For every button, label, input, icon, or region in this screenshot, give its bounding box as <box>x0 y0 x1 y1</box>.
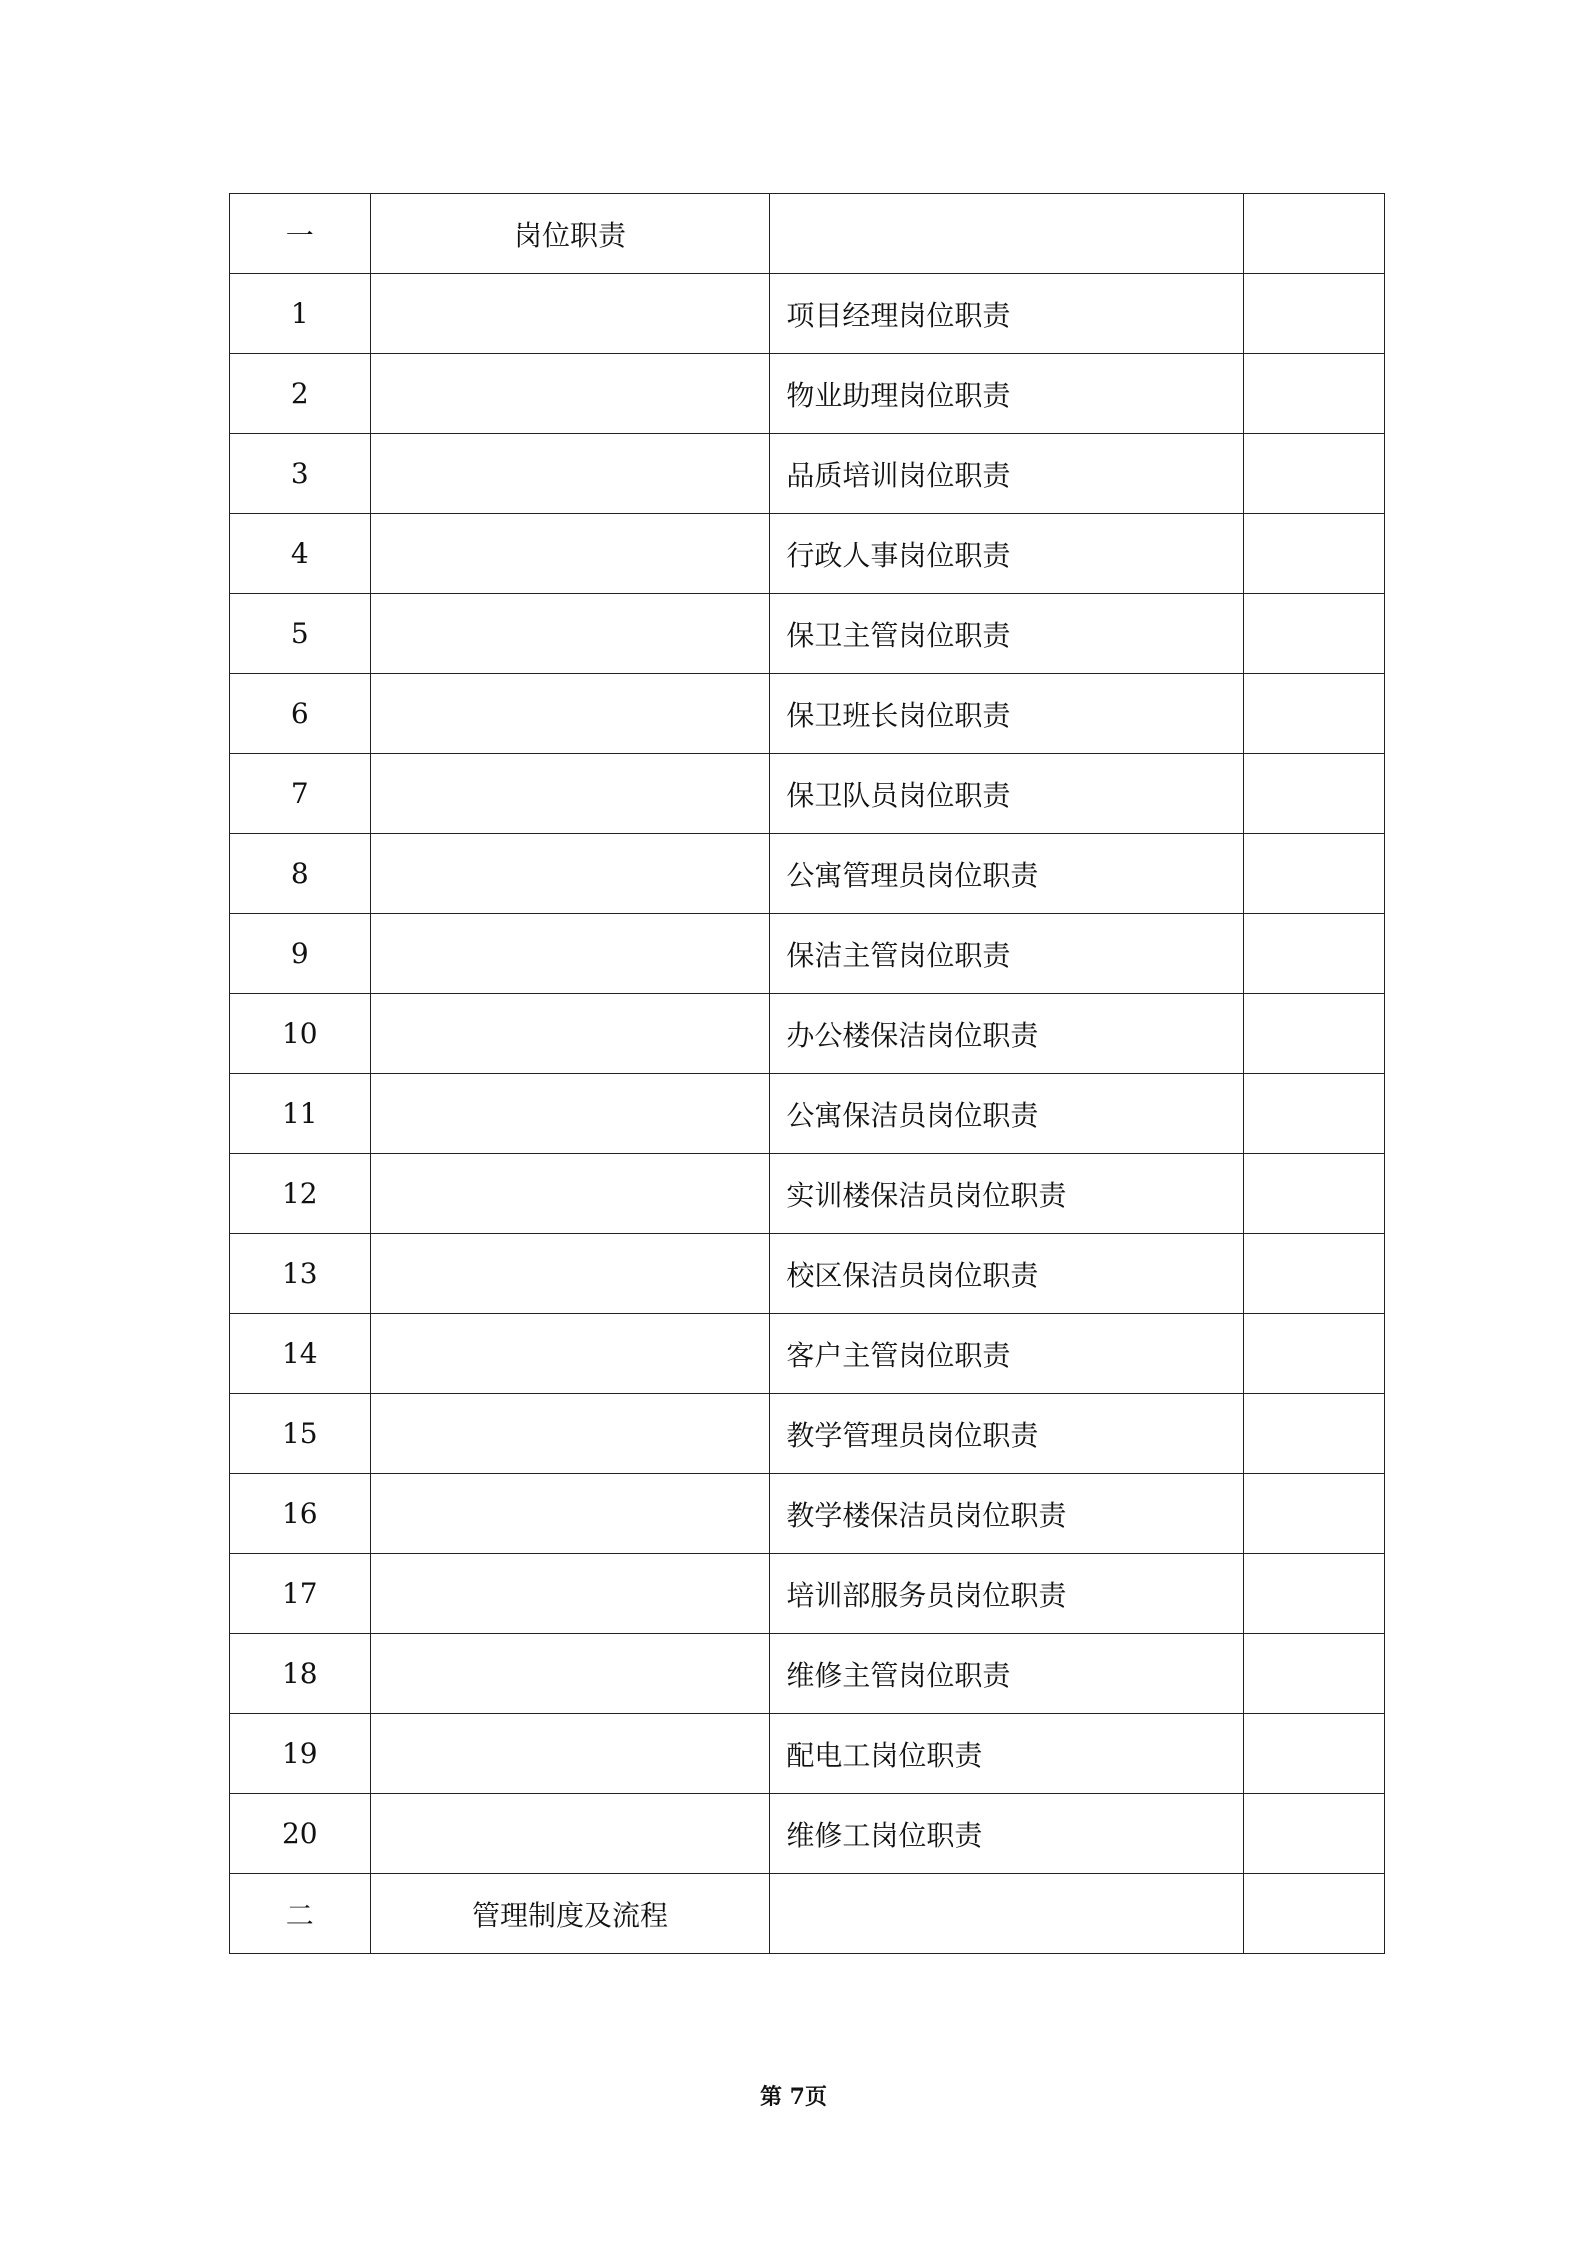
note-cell <box>1244 514 1385 594</box>
note-cell <box>1244 274 1385 354</box>
section-title-cell <box>370 1714 770 1794</box>
table-row <box>230 1634 1385 1714</box>
row-number-cell: 5 <box>230 594 371 674</box>
item-title-cell: 保卫班长岗位职责 <box>770 674 1244 754</box>
table-row <box>230 434 1385 514</box>
row-number-cell: 10 <box>230 994 371 1074</box>
note-cell <box>1244 1714 1385 1794</box>
row-number-cell: 一 <box>230 194 371 274</box>
section-row <box>230 1874 1385 1954</box>
item-title-cell: 品质培训岗位职责 <box>770 434 1244 514</box>
table-row <box>230 594 1385 674</box>
section-title-cell <box>370 1794 770 1874</box>
section-title-cell <box>370 1634 770 1714</box>
table-row <box>230 994 1385 1074</box>
section-title-cell <box>370 914 770 994</box>
section-title-cell <box>370 754 770 834</box>
item-title-cell: 实训楼保洁员岗位职责 <box>770 1154 1244 1234</box>
section-title-cell <box>370 1074 770 1154</box>
table-row <box>230 1794 1385 1874</box>
row-number-cell: 3 <box>230 434 371 514</box>
table-row <box>230 1314 1385 1394</box>
table-row <box>230 354 1385 434</box>
table-row <box>230 754 1385 834</box>
note-cell <box>1244 1154 1385 1234</box>
row-number-cell: 9 <box>230 914 371 994</box>
row-number-cell: 7 <box>230 754 371 834</box>
row-number-cell: 20 <box>230 1794 371 1874</box>
table-row <box>230 1554 1385 1634</box>
item-title-cell: 公寓管理员岗位职责 <box>770 834 1244 914</box>
item-title-cell: 教学管理员岗位职责 <box>770 1394 1244 1474</box>
note-cell <box>1244 354 1385 434</box>
item-title-cell: 培训部服务员岗位职责 <box>770 1554 1244 1634</box>
table-row <box>230 834 1385 914</box>
item-title-cell: 教学楼保洁员岗位职责 <box>770 1474 1244 1554</box>
section-title-cell <box>370 994 770 1074</box>
section-title-cell <box>370 1234 770 1314</box>
item-title-cell: 公寓保洁员岗位职责 <box>770 1074 1244 1154</box>
section-title-cell <box>370 1394 770 1474</box>
note-cell <box>1244 674 1385 754</box>
note-cell <box>1244 434 1385 514</box>
row-number-cell: 11 <box>230 1074 371 1154</box>
row-number-cell: 16 <box>230 1474 371 1554</box>
section-title-cell <box>370 834 770 914</box>
row-number-cell: 13 <box>230 1234 371 1314</box>
note-cell <box>1244 914 1385 994</box>
note-cell <box>1244 1314 1385 1394</box>
section-title-cell <box>370 514 770 594</box>
item-title-cell <box>770 1874 1244 1954</box>
item-title-cell: 配电工岗位职责 <box>770 1714 1244 1794</box>
row-number-cell: 14 <box>230 1314 371 1394</box>
section-title-cell <box>370 594 770 674</box>
table-row <box>230 514 1385 594</box>
table-row <box>230 1714 1385 1794</box>
item-title-cell: 校区保洁员岗位职责 <box>770 1234 1244 1314</box>
note-cell <box>1244 994 1385 1074</box>
note-cell <box>1244 1234 1385 1314</box>
item-title-cell: 保卫主管岗位职责 <box>770 594 1244 674</box>
item-title-cell: 项目经理岗位职责 <box>770 274 1244 354</box>
section-title-cell: 管理制度及流程 <box>370 1874 770 1954</box>
row-number-cell: 1 <box>230 274 371 354</box>
section-title-cell <box>370 674 770 754</box>
section-title-cell <box>370 434 770 514</box>
item-title-cell: 维修工岗位职责 <box>770 1794 1244 1874</box>
item-title-cell: 客户主管岗位职责 <box>770 1314 1244 1394</box>
row-number-cell: 二 <box>230 1874 371 1954</box>
page-number: 第 7页 <box>760 2084 827 2110</box>
section-title-cell <box>370 1314 770 1394</box>
row-number-cell: 17 <box>230 1554 371 1634</box>
row-number-cell: 15 <box>230 1394 371 1474</box>
section-row <box>230 194 1385 274</box>
table-row <box>230 914 1385 994</box>
section-title-cell <box>370 274 770 354</box>
section-title-cell <box>370 1474 770 1554</box>
table-row <box>230 1474 1385 1554</box>
row-number-cell: 8 <box>230 834 371 914</box>
note-cell <box>1244 1874 1385 1954</box>
table-row <box>230 674 1385 754</box>
item-title-cell: 物业助理岗位职责 <box>770 354 1244 434</box>
note-cell <box>1244 194 1385 274</box>
note-cell <box>1244 1554 1385 1634</box>
item-title-cell: 保洁主管岗位职责 <box>770 914 1244 994</box>
table-row <box>230 1234 1385 1314</box>
note-cell <box>1244 1074 1385 1154</box>
section-title-cell <box>370 354 770 434</box>
row-number-cell: 2 <box>230 354 371 434</box>
table-row <box>230 1074 1385 1154</box>
note-cell <box>1244 1794 1385 1874</box>
section-title-cell <box>370 1554 770 1634</box>
note-cell <box>1244 834 1385 914</box>
catalog-table <box>229 193 1385 1954</box>
row-number-cell: 19 <box>230 1714 371 1794</box>
item-title-cell <box>770 194 1244 274</box>
item-title-cell: 保卫队员岗位职责 <box>770 754 1244 834</box>
section-title-cell <box>370 1154 770 1234</box>
table-row <box>230 1154 1385 1234</box>
note-cell <box>1244 754 1385 834</box>
row-number-cell: 6 <box>230 674 371 754</box>
row-number-cell: 12 <box>230 1154 371 1234</box>
note-cell <box>1244 1474 1385 1554</box>
note-cell <box>1244 594 1385 674</box>
note-cell <box>1244 1634 1385 1714</box>
row-number-cell: 18 <box>230 1634 371 1714</box>
section-title-cell: 岗位职责 <box>370 194 770 274</box>
item-title-cell: 维修主管岗位职责 <box>770 1634 1244 1714</box>
item-title-cell: 办公楼保洁岗位职责 <box>770 994 1244 1074</box>
note-cell <box>1244 1394 1385 1474</box>
catalog-table-body <box>230 194 1385 1954</box>
table-row <box>230 1394 1385 1474</box>
row-number-cell: 4 <box>230 514 371 594</box>
table-row <box>230 274 1385 354</box>
item-title-cell: 行政人事岗位职责 <box>770 514 1244 594</box>
